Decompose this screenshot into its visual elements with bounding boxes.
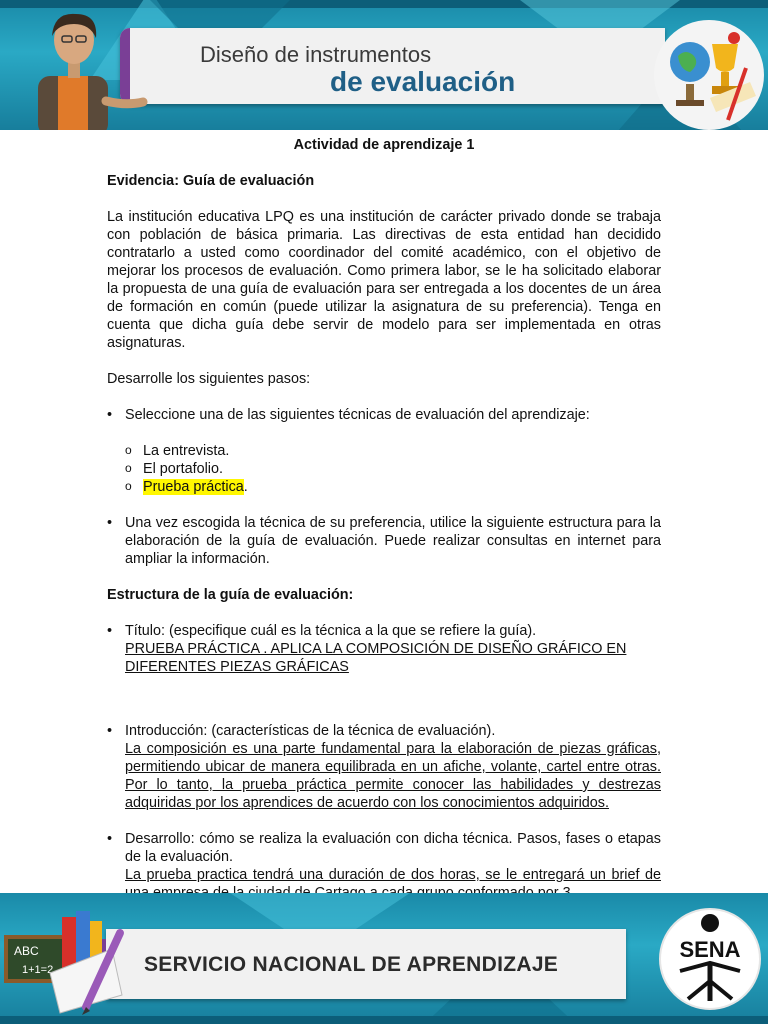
list-item [107, 514, 661, 568]
structure-heading: Estructura de la guía de evaluación: [107, 587, 354, 603]
techniques-list [125, 442, 661, 496]
institution-name: SERVICIO NACIONAL DE APRENDIZAJE [144, 953, 559, 976]
step2-text: Una vez escogida la técnica de su preferencia, utilice la siguiente estructura para la elaboración de la guía de evaluación. Puede realizar consultas en internet para ampliar la información. [125, 515, 661, 567]
list-item [107, 406, 661, 496]
header-title-line2: de evaluación [330, 66, 516, 97]
list-item [107, 722, 661, 812]
sena-logo-icon [658, 901, 762, 1017]
list-item [107, 622, 661, 676]
technique-text: El portafolio. [143, 461, 223, 477]
document-body [107, 136, 661, 920]
list-item [125, 442, 661, 460]
list-item [107, 830, 661, 902]
titulo-answer: PRUEBA PRÁCTICA . APLICA LA COMPOSICIÓN DE DISEÑO GRÁFICO EN DIFERENTES PIEZAS GRÁFICAS [125, 641, 627, 675]
step1-text: Seleccione una de las siguientes técnicas de evaluación del aprendizaje: [125, 407, 590, 423]
footer-banner [0, 893, 768, 1024]
evidence-heading: Evidencia: Guía de evaluación [107, 173, 315, 189]
steps-list [107, 406, 661, 496]
activity-title: Actividad de aprendizaje 1 [293, 137, 475, 153]
desarrollo-label: Desarrollo: cómo se realiza la evaluación con dicha técnica. Pasos, fases o etapas de la evaluación. [125, 831, 661, 865]
teacher-illustration-icon [18, 6, 148, 130]
footer-title-panel [106, 929, 626, 999]
intro-label: Introducción: (características de la técnica de evaluación). [125, 723, 496, 739]
spacer [107, 676, 661, 722]
globe-trophy-illustration-icon [650, 20, 768, 130]
list-item [125, 460, 661, 478]
sena-logo-text: SENA [679, 937, 741, 962]
chalkboard-text: 1+1=2 [22, 964, 54, 976]
school-supplies-illustration-icon [2, 903, 142, 1018]
structure-list [107, 622, 661, 676]
header-title-line1: Diseño de instrumentos [200, 42, 432, 67]
header-title-panel [120, 28, 665, 104]
intro-paragraph: La institución educativa LPQ es una institución de carácter privado donde se trabaja con población de básica primaria. Las directivas de esta entidad han decidido contratarlo a usted como coordinador del comité académico, con el objetivo de mejorar los procesos de evaluación. Como primera labor, se le ha solicitado elaborar la propuesta de una guía de evaluación para ser entregada a los docentes de un área de formación en común (puede utilizar la asignatura de su preferencia). Tenga en cuenta que dicha guía debe servir de modelo para ser implementada en otras asignaturas. [107, 209, 661, 351]
chalkboard-text: ABC [14, 944, 39, 958]
intro-answer: La composición es una parte fundamental para la elaboración de piezas gráficas, permitiendo ubicar de manera equilibrada en un afiche, volante, cartel entre otras. Por lo tanto, la prueba práctica permite conocer las habilidades y destrezas adquiridas por los aprendices de acuerdo con los conocimientos adquiridos. [125, 741, 661, 811]
desarrollo-answer: La prueba practica tendrá una duración de dos horas, se le entregará un brief de [125, 867, 661, 883]
titulo-label: Título: (especifique cuál es la técnica a la que se refiere la guía). [125, 623, 537, 639]
steps-list-2 [107, 514, 661, 568]
highlighted-technique: Prueba práctica [143, 479, 244, 495]
header-banner [0, 0, 768, 130]
list-item [125, 478, 661, 496]
structure-list [107, 830, 661, 902]
steps-intro: Desarrolle los siguientes pasos: [107, 371, 311, 387]
technique-text: La entrevista. [143, 443, 230, 459]
technique-suffix: . [243, 479, 248, 495]
structure-list [107, 722, 661, 812]
